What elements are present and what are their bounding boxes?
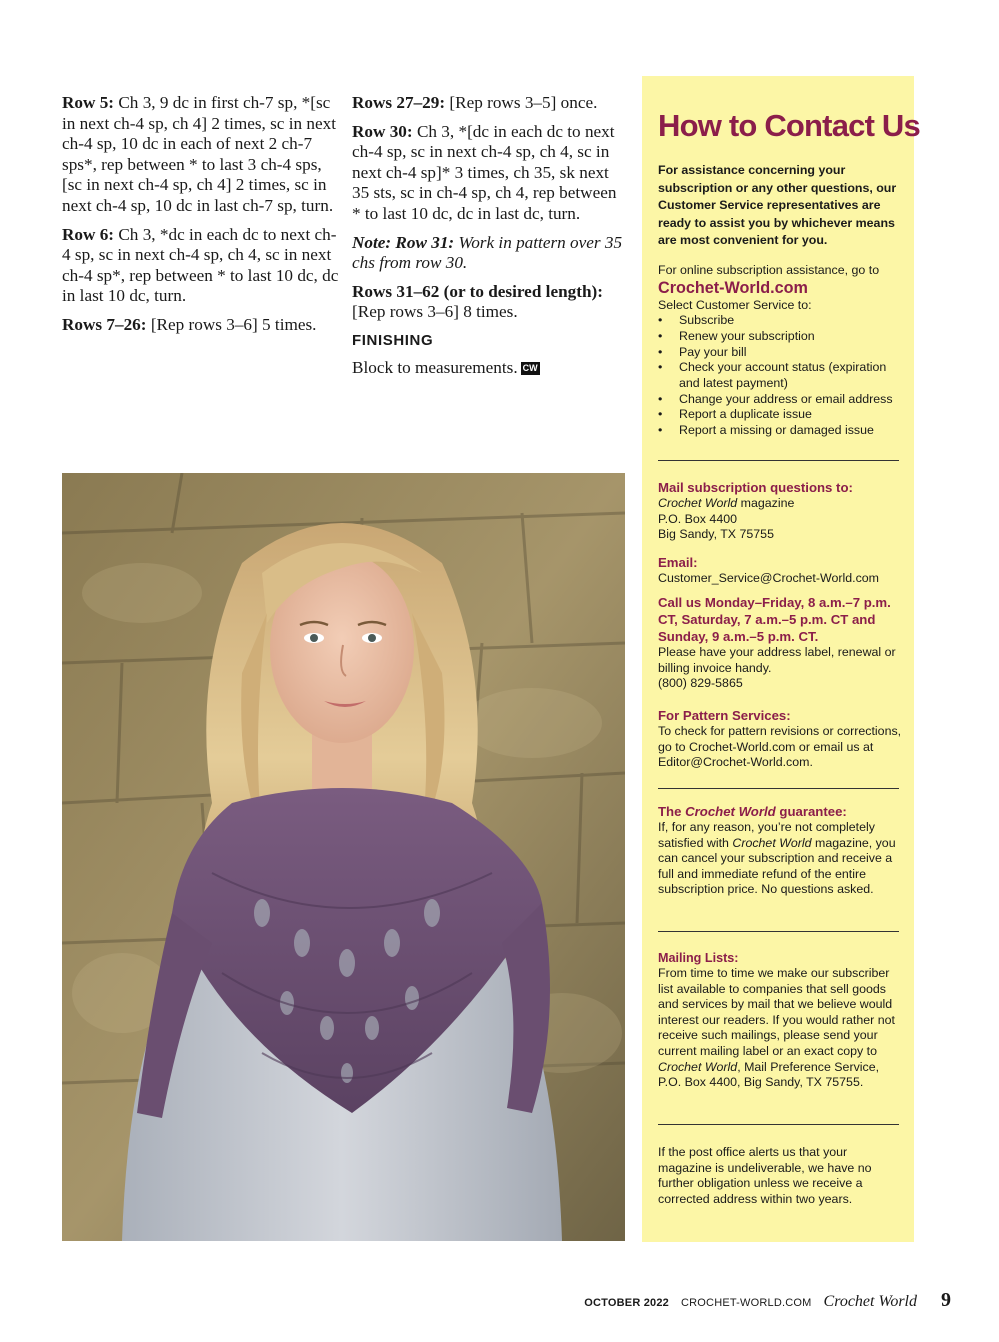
row-31-note: Note: Row 31: Work in pattern over 35 chs from row 30.	[352, 232, 623, 273]
mail-city: Big Sandy, TX 75755	[658, 527, 774, 542]
cw-end-mark: CW	[522, 362, 538, 373]
online-options-list	[658, 313, 902, 439]
footer-site: CROCHET-WORLD.COM	[681, 1297, 812, 1309]
call-heading: Call us Monday–Friday, 8 a.m.–7 p.m. CT, Saturday, 7 a.m.–5 p.m. CT and Sunday, 9 a.m.–5 p.m. CT.	[658, 595, 891, 644]
row-30-instruction: Row 30: Ch 3, *[dc in each dc to next ch-4 sp, sc in next ch-4 sp, ch 4, sc in next ch-4 sp]* 3 times, ch 35, sk next 35 sts, sc in ch-4 sp, ch 4, rep between * to last 10 dc, dc in last dc, turn.	[352, 121, 617, 223]
pattern-text: To check for pattern revisions or corrections, go to Crochet-World.com or email us at Editor@Crochet-World.com.	[658, 724, 902, 770]
mail-block	[658, 480, 902, 543]
email-block	[658, 555, 902, 587]
divider	[658, 931, 899, 932]
mailing-lists-block	[658, 950, 902, 1091]
list-item: • Report a duplicate issue	[658, 407, 902, 423]
finishing-instruction: Block to measurements. CW	[352, 357, 538, 377]
footer-date: OCTOBER 2022	[584, 1297, 669, 1309]
pattern-heading: For Pattern Services:	[658, 708, 791, 723]
online-select: Select Customer Service to:	[658, 297, 812, 312]
divider	[658, 788, 899, 789]
rows-7-26-instruction: Rows 7–26: [Rep rows 3–6] 5 times.	[62, 314, 317, 334]
photo-illustration	[62, 473, 625, 1241]
pattern-column-left	[62, 93, 340, 344]
post-office-block	[658, 1145, 902, 1207]
sidebar-title: How to Contact Us	[658, 108, 920, 143]
mail-heading: Mail subscription questions to:	[658, 480, 853, 495]
list-item: • Pay your bill	[658, 345, 902, 361]
row-5-instruction: Row 5: Ch 3, 9 dc in first ch-7 sp, *[sc in next ch-4 sp, ch 4] 2 times, sc in next ch-4 sp, 10 dc in each of next 2 ch-7 sps*, rep between * to last 3 ch-4 sps, [sc in next ch-4 sp, ch 4] 2 times, sc in next ch-4 sp, 10 dc in last ch-7 sp, turn.	[62, 93, 336, 215]
rows-27-29-instruction: Rows 27–29: [Rep rows 3–5] once.	[352, 93, 598, 112]
list-item: • Renew your subscription	[658, 329, 902, 345]
guarantee-text: If, for any reason, you’re not completely satisfied with Crochet World magazine, you can cancel your subscription and receive a full and immediate refund of the entire subscription price. No questions asked.	[658, 820, 896, 897]
online-site-link[interactable]: Crochet-World.com	[658, 278, 808, 297]
list-item: • Check your account status (expiration and latest payment)	[658, 360, 902, 391]
guarantee-block	[658, 804, 902, 898]
pattern-column-right	[352, 93, 628, 386]
list-item: • Change your address or email address	[658, 392, 902, 408]
mailing-lists-text: From time to time we make our subscriber list available to companies that sell goods and services by mail that we believe would interest our readers. If you would rather not receive such mailings, please send your current mailing label or an exact copy to Crochet World, Mail Preference Service, P.O. Box 4400, Big Sandy, TX 75755.	[658, 966, 895, 1090]
model-shawl-photo	[62, 473, 625, 1241]
list-item: • Report a missing or damaged issue	[658, 423, 902, 439]
divider	[658, 1124, 899, 1125]
mailing-lists-heading: Mailing Lists:	[658, 951, 739, 965]
online-lead: For online subscription assistance, go to	[658, 263, 880, 277]
list-item: • Subscribe	[658, 313, 902, 329]
contact-sidebar	[642, 76, 920, 1242]
email-address[interactable]: Customer_Service@Crochet-World.com	[658, 571, 879, 585]
divider	[658, 460, 899, 461]
email-heading: Email:	[658, 555, 698, 570]
call-text: Please have your address label, renewal or billing invoice handy.	[658, 645, 896, 675]
call-phone: (800) 829-5865	[658, 676, 743, 691]
online-assistance	[658, 263, 902, 439]
mail-magazine: Crochet World magazine	[658, 496, 795, 510]
rows-31-62-instruction: Rows 31–62 (or to desired length): [Rep rows 3–6] 8 times.	[352, 281, 603, 322]
call-block	[658, 594, 902, 692]
page-footer	[584, 1289, 951, 1309]
guarantee-heading: The Crochet World guarantee:	[658, 804, 847, 819]
footer-magazine: Crochet World	[823, 1293, 917, 1310]
pattern-services-block	[658, 708, 902, 771]
sidebar-intro: For assistance concerning your subscription or any other questions, our Customer Service representatives are ready to assist you by whichever means are most convenient for you.	[658, 163, 897, 248]
finishing-heading: FINISHING	[352, 331, 434, 349]
row-6-instruction: Row 6: Ch 3, *dc in each dc to next ch-4 sp, sc in next ch-4 sp, ch 4, sc in next ch-4 sp*, rep between * to last 10 dc, dc in last 10 dc, turn.	[62, 224, 339, 306]
page-number: 9	[941, 1289, 951, 1311]
post-office-text: If the post office alerts us that your magazine is undeliverable, we have no further obligation unless we receive a corrected address within two years.	[658, 1145, 872, 1206]
mail-box: P.O. Box 4400	[658, 511, 737, 526]
